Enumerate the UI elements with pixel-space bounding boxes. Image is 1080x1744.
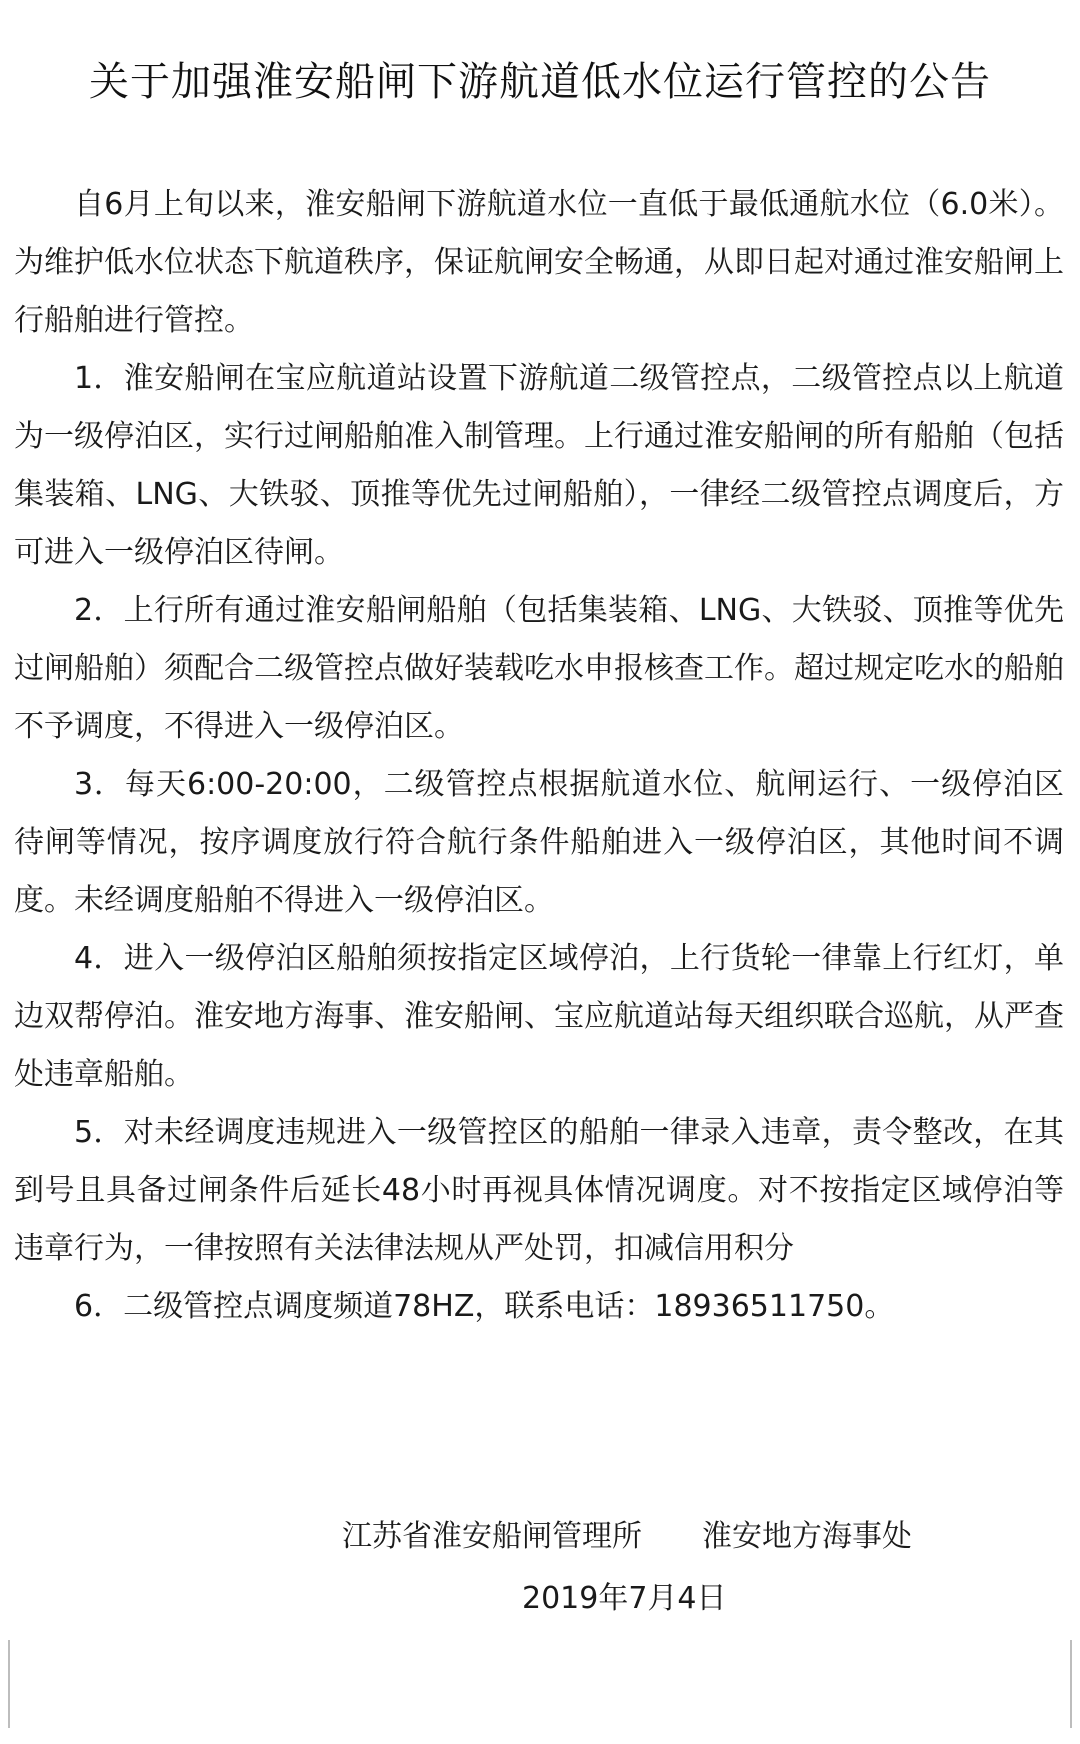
notice-item-4: 4．进入一级停泊区船舶须按指定区域停泊，上行货轮一律靠上行红灯，单边双帮停泊。淮安地方海事、淮安船闸、宝应航道站每天组织联合巡航，从严查处违章船舶。 bbox=[14, 941, 1064, 1092]
notice-intro-paragraph: 自6月上旬以来，淮安船闸下游航道水位一直低于最低通航水位（6.0米）。为维护低水位状态下航道秩序，保证航闸安全畅通，从即日起对通过淮安船闸上行船舶进行管控。 bbox=[14, 187, 1064, 338]
notice-item-1: 1．淮安船闸在宝应航道站设置下游航道二级管控点，二级管控点以上航道为一级停泊区，实行过闸船舶准入制管理。上行通过淮安船闸的所有船舶（包括集装箱、LNG、大铁驳、顶推等优先过闸船舶），一律经二级管控点调度后，方可进入一级停泊区待闸。 bbox=[14, 361, 1064, 570]
notice-item-6: 6．二级管控点调度频道78HZ，联系电话：18936511750。 bbox=[74, 1289, 895, 1324]
notice-date: 2019年7月4日 bbox=[522, 1581, 727, 1616]
page-edge-left bbox=[8, 1640, 10, 1728]
notice-item-5: 5．对未经调度违规进入一级管控区的船舶一律录入违章，责令整改，在其到号且具备过闸条件后延长48小时再视具体情况调度。对不按指定区域停泊等违章行为，一律按照有关法律法规从严处罚，扣减信用积分 bbox=[14, 1115, 1064, 1266]
notice-item-2: 2．上行所有通过淮安船闸船舶（包括集装箱、LNG、大铁驳、顶推等优先过闸船舶）须配合二级管控点做好装载吃水申报核查工作。超过规定吃水的船舶不予调度，不得进入一级停泊区。 bbox=[14, 593, 1064, 744]
notice-title: 关于加强淮安船闸下游航道低水位运行管控的公告 bbox=[89, 59, 991, 105]
signer-maritime-office: 淮安地方海事处 bbox=[702, 1519, 912, 1554]
notice-item-3: 3．每天6:00-20:00，二级管控点根据航道水位、航闸运行、一级停泊区待闸等情况，按序调度放行符合航行条件船舶进入一级停泊区，其他时间不调度。未经调度船舶不得进入一级停泊区。 bbox=[14, 767, 1064, 918]
signer-ship-lock-administration: 江苏省淮安船闸管理所 bbox=[342, 1519, 642, 1554]
issuing-organizations bbox=[342, 1512, 1042, 1562]
page-edge-right bbox=[1070, 1640, 1072, 1728]
notice-body bbox=[14, 176, 1064, 1336]
